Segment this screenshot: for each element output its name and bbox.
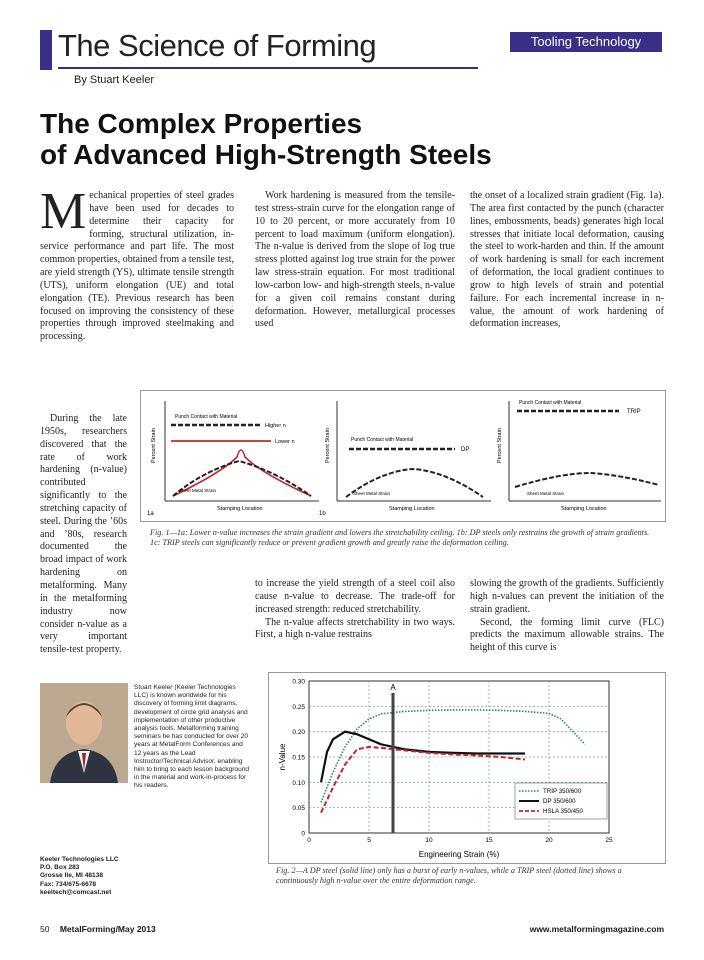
x-tick-label: 15 [485, 837, 493, 844]
contact-line: P.O. Box 283 [40, 864, 80, 872]
fig2-x-axis-label: Engineering Strain (%) [418, 850, 500, 859]
section-tag: Tooling Technology [510, 32, 662, 52]
article-column-1-narrow [40, 413, 127, 657]
paragraph: The n-value affects stretchability in two ways. First, a high n-value restrains [255, 616, 455, 641]
article-column-3-lower [470, 578, 664, 655]
fig1a-y-label: Percent Strain [151, 428, 157, 463]
x-tick-label: 5 [367, 837, 371, 844]
figure-1-caption: Fig. 1—1a: Lower n-value increases the strain gradient and lowers the stretchability ceiling. 1b: DP steels only restrains the growth of strain gradients. 1c: TRIP steels can significantly reduce or prevent gradient growth and greatly raise the deformation ceiling. [150, 528, 650, 547]
author-contact [40, 856, 160, 897]
headline-line-2: of Advanced High-Strength Steels [40, 139, 492, 170]
magazine-url: www.metalformingmagazine.com [529, 924, 664, 934]
paragraph: the onset of a localized strain gradient (Fig. 1a). The area first contacted by the punch (character lines, embossments, beads) generates high local stresses that initiate local deformation, causing the steel to work-harden and thin. If the amount of work hardening is small for each increment of deformation, the local gradient continues to grow to high levels of strain and potential failure. For each incremental increase in n-value, the amount of work hardening of deformation increases, [470, 190, 664, 330]
contact-line: Grosse Ile, MI 48138 [40, 872, 104, 880]
figure-2-box [268, 672, 666, 864]
y-tick-label: 0.10 [292, 779, 305, 787]
paragraph: slowing the growth of the gradients. Sufficiently high n-values can prevent the initiation of the strain gradient. [470, 578, 664, 615]
headline [40, 108, 600, 170]
author-bio-text: Stuart Keeler (Keeler Technologies LLC) is known worldwide for his discovery of forming limit diagrams, development of circle grid analysis and implementation of other productive analysis tools. Metalforming training seminars he has conducted for over 20 years at MetalForm Conferences and 12 years as the Lead Instructor/Technical Advisor, enabling him to bring to each lesson background in the material and work-in-process for his readers. [134, 684, 250, 790]
fig2-y-axis-label: n-Value [278, 743, 287, 771]
page-footer-left [40, 924, 156, 934]
x-tick-label: 20 [545, 837, 553, 844]
fig1c-trip-label: TRIP [627, 409, 641, 415]
contact-line: Keeler Technologies LLC [40, 856, 119, 863]
figure-1-diagram [141, 391, 665, 521]
figure-1b-panel [319, 401, 491, 517]
fig2-legend [515, 783, 607, 819]
magazine-issue: MetalForming/May 2013 [59, 924, 156, 934]
fig1c-top-label: Punch Contact with Material [519, 400, 582, 406]
fig1b-top-label: Punch Contact with Material [351, 437, 414, 443]
legend-label-hsla: HSLA 350/450 [543, 808, 583, 815]
paragraph: to increase the yield strength of a steel coil also cause n-value to decrease. The trade-off for increased strength: reduced stretchability. [255, 578, 455, 615]
article-column-2-lower [255, 578, 455, 642]
fig1a-top-label: Punch Contact with Material [175, 414, 238, 420]
figure-1a-panel [147, 401, 319, 517]
article-column-3 [470, 190, 664, 331]
fig1b-tag: 1b [319, 511, 326, 517]
figure-2-chart [269, 673, 665, 863]
paragraph: Mechanical properties of steel grades have been used for decades to determine their capacity for forming, structural utilization, in-service performance and part life. The most common properties, obtained from a tensile test, are yield strength (YS), ultimate tensile strength (UTS), uniform elongation (UE) and total elongation (TE). Previous research has been focused on improving the consistency of these properties through improved steelmaking and processing. [40, 183, 234, 343]
paragraph: Work hardening is measured from the tensile-test stress-strain curve for the elongation range of 10 to 20 percent, or more accurately from 10 percent to load maximum (uniform elongation). The n-value is derived from the slope of log true stress plotted against log true strain for the power law stress-strain equation. For most traditional low-carbon low- and high-strength steels, n-value for a given coil remains constant during deformation. However, metallurgical processes used [255, 190, 455, 330]
drop-cap: M [40, 183, 87, 240]
fig1c-x-label: Stamping Location [561, 506, 607, 512]
contact-line: Fax: 734/675-6678 [40, 880, 97, 888]
figure-2-caption: Fig. 2—A DP steel (solid line) only has a burst of early n-values, while a TRIP steel (dotted line) shows a continuously high n-value over the entire deformation range. [276, 866, 622, 885]
section-title: The Science of Forming [58, 28, 377, 63]
author-photo [40, 683, 128, 783]
fig1b-dp-label: DP [461, 447, 470, 453]
figure-1c-panel [497, 400, 661, 512]
fig1b-x-label: Stamping Location [389, 506, 435, 512]
legend-label-trip: TRIP 350/600 [543, 788, 582, 795]
fig1a-x-label: Stamping Location [217, 506, 263, 512]
fig1b-y-label: Percent Strain [325, 428, 331, 463]
fig1a-higher-n-label: Higher n [265, 423, 286, 429]
paragraph: During the late 1950s, researchers discovered that the rate of work hardening (n-value) contributed significantly to the stretching capacity of steel. During the ’60s and ’80s, research documented the broad impact of work hardening on metalforming. Many in the metalforming industry now consider n-value as a very important tensile-test property. [40, 413, 127, 656]
article-column-1 [40, 183, 234, 344]
article-column-2 [255, 190, 455, 331]
fig1a-tag: 1a [147, 511, 154, 517]
y-tick-label: 0.20 [292, 729, 305, 737]
contact-line: keeltech@comcast.net [40, 888, 112, 896]
legend-label-dp: DP 350/600 [543, 798, 576, 805]
figure-1-box [140, 390, 666, 522]
fig1a-bottom-label: Sheet Metal Strain [179, 488, 217, 493]
fig1b-bottom-label: Sheet Metal Strain [353, 491, 391, 496]
x-tick-label: 25 [605, 837, 613, 844]
section-rule [58, 67, 478, 69]
x-tick-label: 0 [307, 837, 311, 844]
strain-marker-label: A [390, 683, 396, 692]
fig1a-lower-n-label: Lower n [275, 439, 295, 445]
byline: By Stuart Keeler [74, 74, 155, 86]
y-tick-label: 0.15 [292, 754, 305, 762]
headline-line-1: The Complex Properties [40, 108, 363, 139]
author-portrait-image [40, 683, 128, 783]
fig1c-bottom-label: Sheet Metal Strain [527, 491, 565, 496]
y-tick-label: 0.25 [292, 703, 305, 711]
x-tick-label: 10 [425, 837, 433, 844]
page-number: 50 [40, 924, 50, 934]
paragraph: Second, the forming limit curve (FLC) predicts the maximum allowable strains. The height of this curve is [470, 616, 664, 654]
section-color-bar [40, 30, 52, 70]
y-tick-label: 0.30 [292, 678, 305, 686]
fig1c-y-label: Percent Strain [497, 428, 503, 463]
y-tick-label: 0.05 [292, 805, 305, 813]
y-tick-label: 0 [301, 830, 305, 838]
